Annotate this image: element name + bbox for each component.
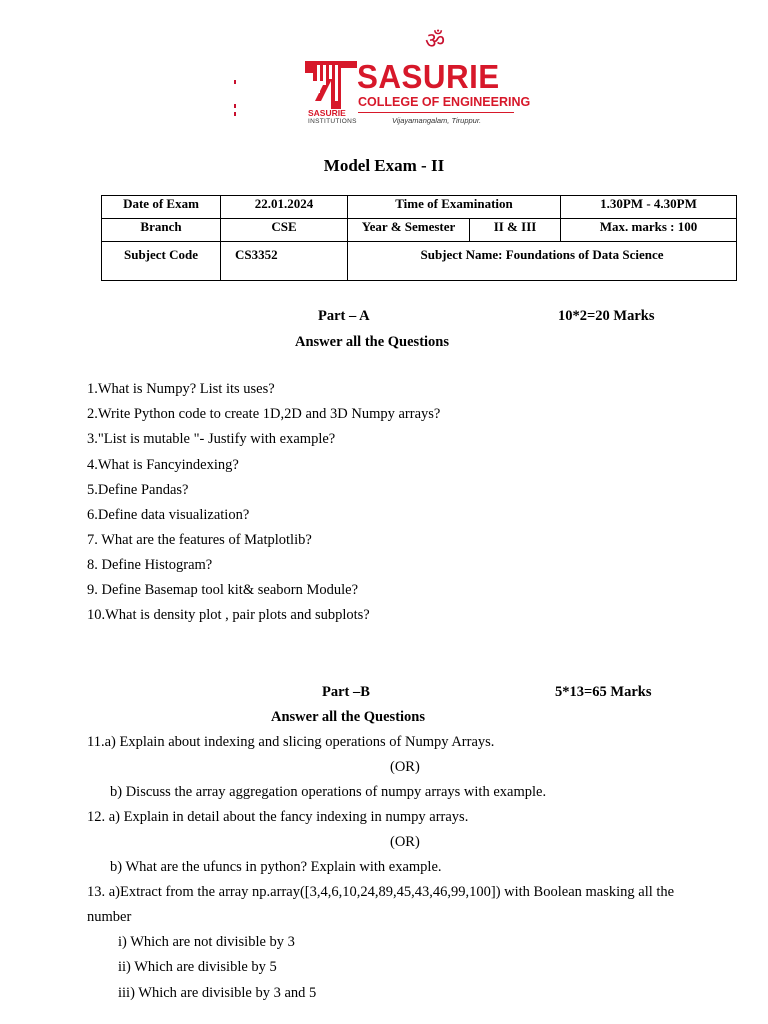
question-12a: 12. a) Explain in detail about the fancy indexing in numpy arrays. <box>87 809 469 825</box>
margin-mark <box>234 104 236 108</box>
question-11b: b) Discuss the array aggregation operations of numpy arrays with example. <box>110 784 547 800</box>
question-1: 1.What is Numpy? List its uses? <box>87 381 275 397</box>
or-separator: (OR) <box>390 759 420 775</box>
question-12b: b) What are the ufuncs in python? Explain with example. <box>110 859 442 875</box>
exam-info-table <box>101 195 737 281</box>
year-value: II & III <box>470 219 561 242</box>
question-13a-continued: number <box>87 909 132 925</box>
question-3: 3."List is mutable "- Justify with example? <box>87 431 336 447</box>
part-a-title: Part – A <box>318 308 370 324</box>
margin-mark <box>234 112 236 116</box>
question-13-ii: ii) Which are divisible by 5 <box>118 959 277 975</box>
date-value: 22.01.2024 <box>221 196 348 219</box>
question-8: 8. Define Histogram? <box>87 557 213 573</box>
question-13a: 13. a)Extract from the array np.array([3,4,6,10,24,89,45,43,46,99,100]) with Boolean masking all the <box>87 884 675 900</box>
question-13-iii: iii) Which are divisible by 3 and 5 <box>118 985 317 1001</box>
exam-title: Model Exam - II <box>323 156 445 175</box>
year-label: Year & Semester <box>348 219 470 242</box>
question-11a: 11.a) Explain about indexing and slicing operations of Numpy Arrays. <box>87 734 495 750</box>
logo-divider <box>358 112 514 113</box>
logo-college: COLLEGE OF ENGINEERING <box>358 95 531 109</box>
time-label: Time of Examination <box>348 196 561 219</box>
question-13-i: i) Which are not divisible by 3 <box>118 934 295 950</box>
question-6: 6.Define data visualization? <box>87 507 250 523</box>
subject-name: Subject Name: Foundations of Data Science <box>348 242 737 281</box>
part-b-title: Part –B <box>322 684 370 700</box>
question-10: 10.What is density plot , pair plots and subplots? <box>87 607 370 623</box>
om-symbol: ॐ <box>424 29 446 54</box>
question-4: 4.What is Fancyindexing? <box>87 457 239 473</box>
part-a-marks: 10*2=20 Marks <box>558 308 655 324</box>
logo-emblem-icon <box>305 61 357 109</box>
question-2: 2.Write Python code to create 1D,2D and 3D Numpy arrays? <box>87 406 441 422</box>
date-label: Date of Exam <box>102 196 221 219</box>
branch-label: Branch <box>102 219 221 242</box>
part-b-instruction: Answer all the Questions <box>271 709 426 725</box>
question-9: 9. Define Basemap tool kit& seaborn Module? <box>87 582 359 598</box>
question-5: 5.Define Pandas? <box>87 482 189 498</box>
max-marks: Max. marks : 100 <box>561 219 737 242</box>
or-separator: (OR) <box>390 834 420 850</box>
question-7: 7. What are the features of Matplotlib? <box>87 532 312 548</box>
margin-mark <box>234 80 236 84</box>
subject-code-label: Subject Code <box>102 242 221 281</box>
logo-place: Vijayamangalam, Tiruppur. <box>392 116 482 125</box>
logo-name: SASURIE <box>357 58 500 95</box>
logo-institution-line2: INSTITUTIONS <box>308 118 357 125</box>
logo-institution-line1: SASURIE <box>308 108 346 118</box>
part-a-instruction: Answer all the Questions <box>295 334 450 350</box>
time-value: 1.30PM - 4.30PM <box>561 196 737 219</box>
branch-value: CSE <box>221 219 348 242</box>
part-b-marks: 5*13=65 Marks <box>555 684 652 700</box>
subject-code-value: CS3352 <box>221 242 348 281</box>
